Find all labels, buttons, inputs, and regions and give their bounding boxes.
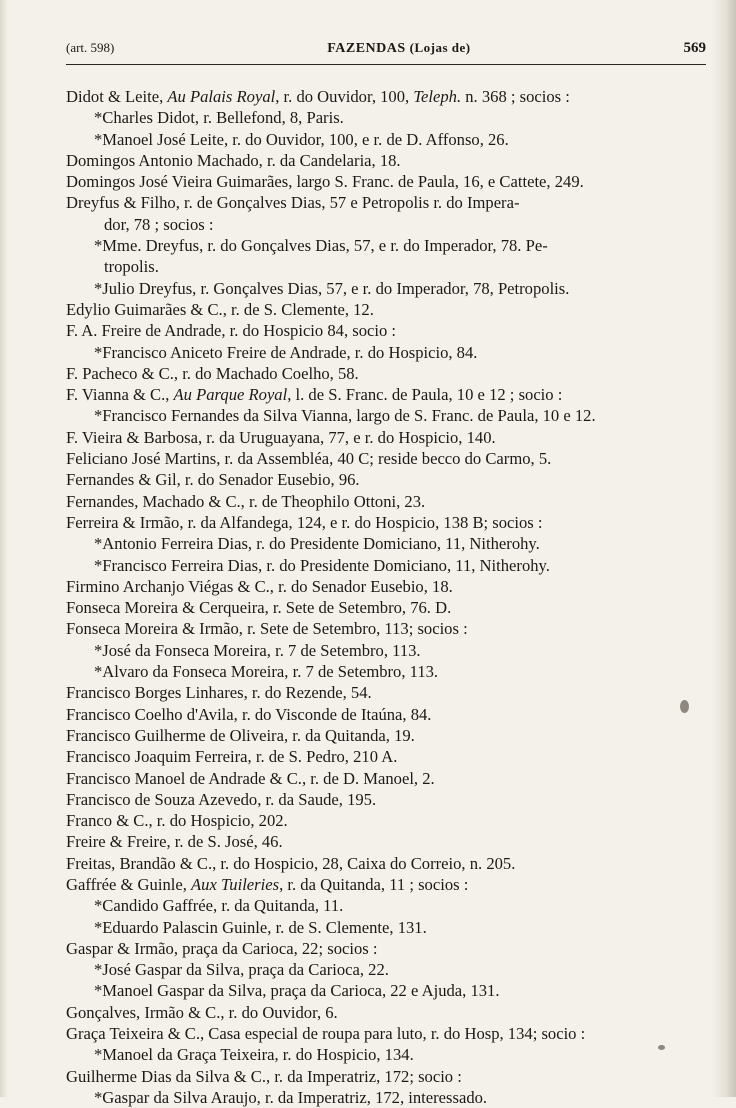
page-number: 569 <box>683 40 706 56</box>
directory-entry <box>66 789 706 810</box>
directory-entry <box>66 171 706 192</box>
entry-text: Francisco Coelho d'Avila, r. do Visconde de Itaúna, 84. <box>66 704 432 724</box>
entry-text: Francisco Guilherme de Oliveira, r. da Quitanda, 19. <box>66 725 415 745</box>
directory-entry <box>66 320 706 341</box>
entry-continuation <box>66 256 706 277</box>
entry-continuation <box>66 980 706 1001</box>
directory-entry <box>66 576 706 597</box>
entry-text: *Alvaro da Fonseca Moreira, r. 7 de Setembro, 113. <box>94 662 439 682</box>
page-left-edge <box>0 0 8 1097</box>
directory-entry <box>66 768 706 789</box>
entry-text: *Antonio Ferreira Dias, r. do Presidente Domiciano, 11, Nitherohy. <box>94 534 540 554</box>
entry-text: *Manoel José Leite, r. do Ouvidor, 100, e r. de D. Affonso, 26. <box>94 129 509 149</box>
directory-entry <box>66 746 706 767</box>
entry-text: Francisco Manoel de Andrade & C., r. de D. Manoel, 2. <box>66 768 435 788</box>
directory-entry <box>66 448 706 469</box>
entry-text: *Mme. Dreyfus, r. do Gonçalves Dias, 57, e r. do Imperador, 78. Pe- <box>94 236 548 256</box>
directory-entry <box>66 363 706 384</box>
entry-continuation <box>66 214 706 235</box>
entry-text: Firmino Archanjo Viégas & C., r. do Senador Eusebio, 18. <box>66 576 453 596</box>
directory-entry <box>66 874 706 895</box>
entry-text: Gaffrée & Guinle, <box>66 874 192 894</box>
page-right-edge <box>712 0 736 1097</box>
entry-text: *Candido Gaffrée, r. da Quitanda, 11. <box>94 896 344 916</box>
entry-text: , l. de S. Franc. de Paula, 10 e 12 ; socio : <box>287 385 563 405</box>
entry-text: Graça Teixeira & C., Casa especial de roupa para luto, r. do Hosp, 134; socio : <box>66 1024 586 1044</box>
directory-entry <box>66 427 706 448</box>
entry-text: *Charles Didot, r. Bellefond, 8, Paris. <box>94 108 344 128</box>
entry-text: Gonçalves, Irmão & C., r. do Ouvidor, 6. <box>66 1002 338 1022</box>
directory-entry <box>66 491 706 512</box>
section-title-sub: (Lojas de) <box>409 40 471 55</box>
directory-entry <box>66 938 706 959</box>
running-header <box>66 40 706 65</box>
directory-entry <box>66 704 706 725</box>
entry-text: Fernandes, Machado & C., r. de Theophilo Ottoni, 23. <box>66 491 426 511</box>
directory-listing <box>66 86 706 1108</box>
directory-entry <box>66 1002 706 1023</box>
directory-entry <box>66 1023 706 1044</box>
entry-italic-text: Teleph. <box>413 87 462 106</box>
entry-text: Franco & C., r. do Hospicio, 202. <box>66 811 288 831</box>
entry-continuation <box>66 1044 706 1065</box>
entry-text: Fonseca Moreira & Cerqueira, r. Sete de Setembro, 76. D. <box>66 598 452 618</box>
directory-entry <box>66 682 706 703</box>
entry-continuation <box>66 107 706 128</box>
directory-entry <box>66 150 706 171</box>
entry-text: Francisco Borges Linhares, r. do Rezende, 54. <box>66 683 372 703</box>
entry-text: *Francisco Fernandes da Silva Vianna, largo de S. Franc. de Paula, 10 e 12. <box>94 406 596 426</box>
entry-text: Feliciano José Martins, r. da Assembléa, 40 C; reside becco do Carmo, 5. <box>66 449 552 469</box>
directory-entry <box>66 725 706 746</box>
entry-text: , r. da Quitanda, 11 ; socios : <box>279 874 469 894</box>
directory-entry <box>66 853 706 874</box>
entry-italic-text: Aux Tuileries <box>191 874 280 894</box>
entry-text: F. A. Freire de Andrade, r. do Hospicio 84, socio : <box>66 321 397 341</box>
entry-text: Francisco de Souza Azevedo, r. da Saude, 195. <box>66 789 377 809</box>
entry-text: Fonseca Moreira & Irmão, r. Sete de Setembro, 113; socios : <box>66 619 468 639</box>
directory-entry <box>66 384 706 405</box>
directory-entry <box>66 469 706 490</box>
entry-text: *Francisco Aniceto Freire de Andrade, r. do Hospicio, 84. <box>94 342 478 362</box>
entry-text: *José Gaspar da Silva, praça da Carioca, 22. <box>94 960 389 980</box>
entry-continuation <box>66 555 706 576</box>
directory-entry <box>66 810 706 831</box>
directory-entry <box>66 618 706 639</box>
entry-continuation <box>66 342 706 363</box>
entry-continuation <box>66 661 706 682</box>
entry-text: F. Pacheco & C., r. do Machado Coelho, 58. <box>66 363 359 383</box>
entry-continuation <box>66 129 706 150</box>
entry-text: dor, 78 ; socios : <box>104 214 214 234</box>
entry-continuation <box>66 533 706 554</box>
entry-continuation <box>66 1087 706 1108</box>
directory-entry <box>66 86 706 107</box>
entry-continuation <box>66 278 706 299</box>
entry-text: Gaspar & Irmão, praça da Carioca, 22; socios : <box>66 938 378 958</box>
entry-text: , r. do Ouvidor, 100, <box>275 87 414 106</box>
entry-text: Domingos Antonio Machado, r. da Candelaria, 18. <box>66 150 401 170</box>
entry-continuation <box>66 640 706 661</box>
directory-entry <box>66 597 706 618</box>
entry-text: Didot & Leite, <box>66 87 168 106</box>
entry-text: *Manoel Gaspar da Silva, praça da Carioca, 22 e Ajuda, 131. <box>94 981 500 1001</box>
directory-entry <box>66 1066 706 1087</box>
entry-text: n. 368 ; socios : <box>461 87 570 106</box>
directory-entry <box>66 299 706 320</box>
entry-text: Fernandes & Gil, r. do Senador Eusebio, 96. <box>66 470 360 490</box>
article-reference: (art. 598) <box>66 40 115 55</box>
section-title-main: FAZENDAS <box>327 41 406 56</box>
entry-continuation <box>66 405 706 426</box>
entry-text: Guilherme Dias da Silva & C., r. da Imperatriz, 172; socio : <box>66 1066 462 1086</box>
directory-entry <box>66 192 706 213</box>
entry-continuation <box>66 235 706 256</box>
directory-entry <box>66 831 706 852</box>
entry-text: *Gaspar da Silva Araujo, r. da Imperatriz, 172, interessado. <box>94 1087 488 1107</box>
entry-text: Francisco Joaquim Ferreira, r. de S. Pedro, 210 A. <box>66 747 398 767</box>
entry-italic-text: Au Palais Royal <box>167 87 276 106</box>
entry-text: tropolis. <box>104 257 159 277</box>
entry-text: *Manoel da Graça Teixeira, r. do Hospicio, 134. <box>94 1045 414 1065</box>
entry-text: Freitas, Brandão & C., r. do Hospicio, 28, Caixa do Correio, n. 205. <box>66 853 516 873</box>
ink-speck <box>658 1045 665 1050</box>
entry-text: *Eduardo Palascin Guinle, r. de S. Clemente, 131. <box>94 917 427 937</box>
entry-text: F. Vianna & C., <box>66 385 174 405</box>
entry-text: F. Vieira & Barbosa, r. da Uruguayana, 77, e r. do Hospicio, 140. <box>66 427 496 447</box>
entry-text: Edylio Guimarães & C., r. de S. Clemente, 12. <box>66 299 374 319</box>
entry-text: *Julio Dreyfus, r. Gonçalves Dias, 57, e r. do Imperador, 78, Petropolis. <box>94 278 570 298</box>
entry-text: Ferreira & Irmão, r. da Alfandega, 124, e r. do Hospicio, 138 B; socios : <box>66 512 543 532</box>
entry-continuation <box>66 917 706 938</box>
entry-text: *Francisco Ferreira Dias, r. do Presidente Domiciano, 11, Nitherohy. <box>94 555 550 575</box>
entry-text: *José da Fonseca Moreira, r. 7 de Setembro, 113. <box>94 640 421 660</box>
entry-text: Domingos José Vieira Guimarães, largo S. Franc. de Paula, 16, e Cattete, 249. <box>66 172 584 192</box>
directory-entry <box>66 512 706 533</box>
ink-blot <box>680 700 689 713</box>
entry-text: Freire & Freire, r. de S. José, 46. <box>66 832 283 852</box>
section-title <box>327 40 470 57</box>
entry-italic-text: Au Parque Royal <box>173 385 288 405</box>
entry-text: Dreyfus & Filho, r. de Gonçalves Dias, 57 e Petropolis r. do Impera- <box>66 193 520 213</box>
entry-continuation <box>66 895 706 916</box>
entry-continuation <box>66 959 706 980</box>
